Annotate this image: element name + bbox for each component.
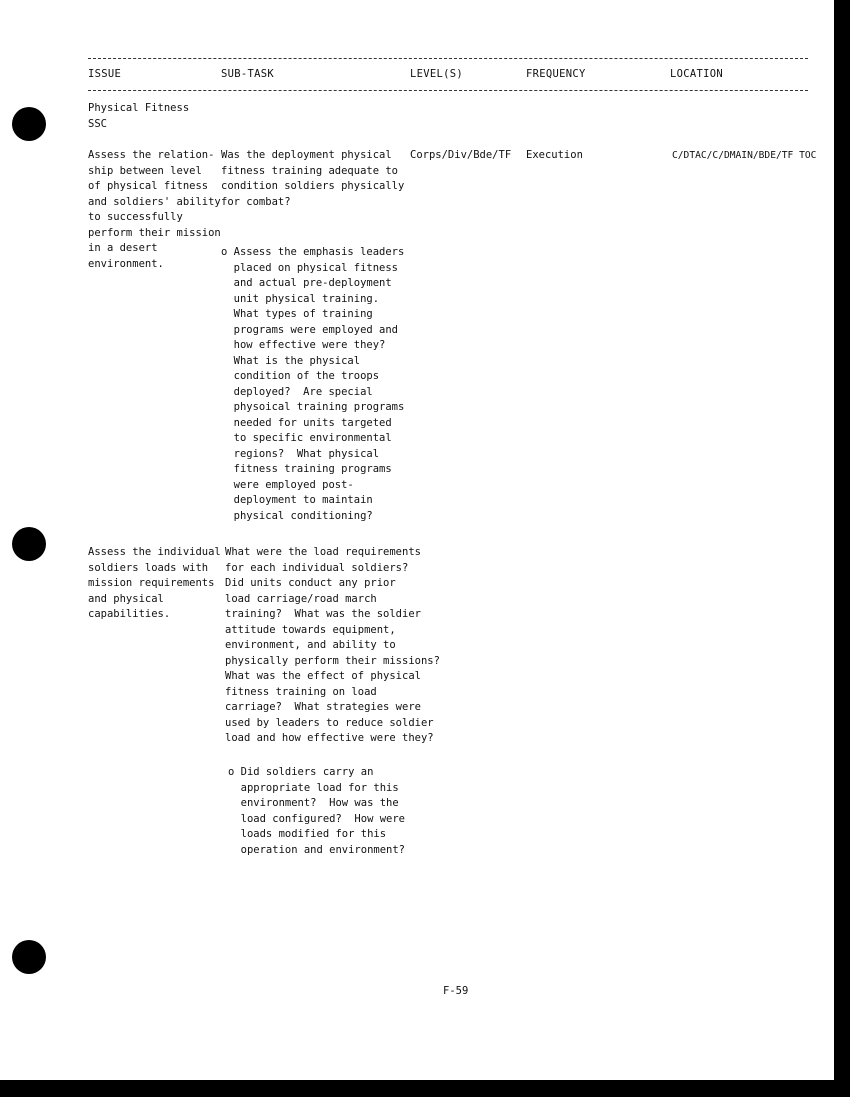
binder-hole-middle — [12, 527, 46, 561]
header-rule-bottom — [88, 90, 808, 91]
page-number: F-59 — [443, 985, 469, 997]
row1-location: C/DTAC/C/DMAIN/BDE/TF TOC — [672, 150, 817, 161]
section-code: SSC — [88, 118, 107, 130]
binder-hole-top — [12, 107, 46, 141]
row2-issue: Assess the individual soldiers loads with mission requirements and physical capabilities. — [88, 546, 221, 620]
page-border-bottom — [0, 1080, 850, 1097]
row1-subtask: Was the deployment physical fitness training adequate to condition soldiers physically for combat? — [221, 149, 405, 208]
row2-subtask: What were the load requirements for each individual soldiers? Did units conduct any prior load carriage/road march training? What was the soldier attitude towards equipment, environment, and ability to physically perform their missions? What was the effect of physical fitness training on load carriage? What strategies were used by leaders to reduce soldier load and how effective were they? — [225, 546, 440, 744]
page-border-right — [834, 0, 850, 1097]
row1-level: Corps/Div/Bde/TF — [410, 149, 512, 161]
row2-bullet: o Did soldiers carry an appropriate load for this environment? How was the load configured? How were loads modified for this operation and environment? — [228, 766, 406, 856]
row1-frequency: Execution — [526, 149, 583, 161]
section-title: Physical Fitness — [88, 102, 190, 114]
row1-issue: Assess the relation- ship between level of physical fitness and soldiers' ability to successfully perform their mission in a desert environment. — [88, 149, 221, 270]
header-rule-top — [88, 58, 808, 59]
row1-bullet: o Assess the emphasis leaders placed on physical fitness and actual pre-deployment unit physical training. What types of training programs were employed and how effective were they? What is the physical condition of the troops deployed? Are special physoical training programs needed for units targeted to specific environmental regions? What physical fitness training programs were employed post- deployment to maintain physical conditioning? — [221, 246, 405, 522]
header-location: LOCATION — [670, 68, 723, 80]
header-levels: LEVEL(S) — [410, 68, 463, 80]
header-frequency: FREQUENCY — [526, 68, 586, 80]
binder-hole-bottom — [12, 940, 46, 974]
header-issue: ISSUE — [88, 68, 122, 80]
header-subtask: SUB-TASK — [221, 68, 274, 80]
